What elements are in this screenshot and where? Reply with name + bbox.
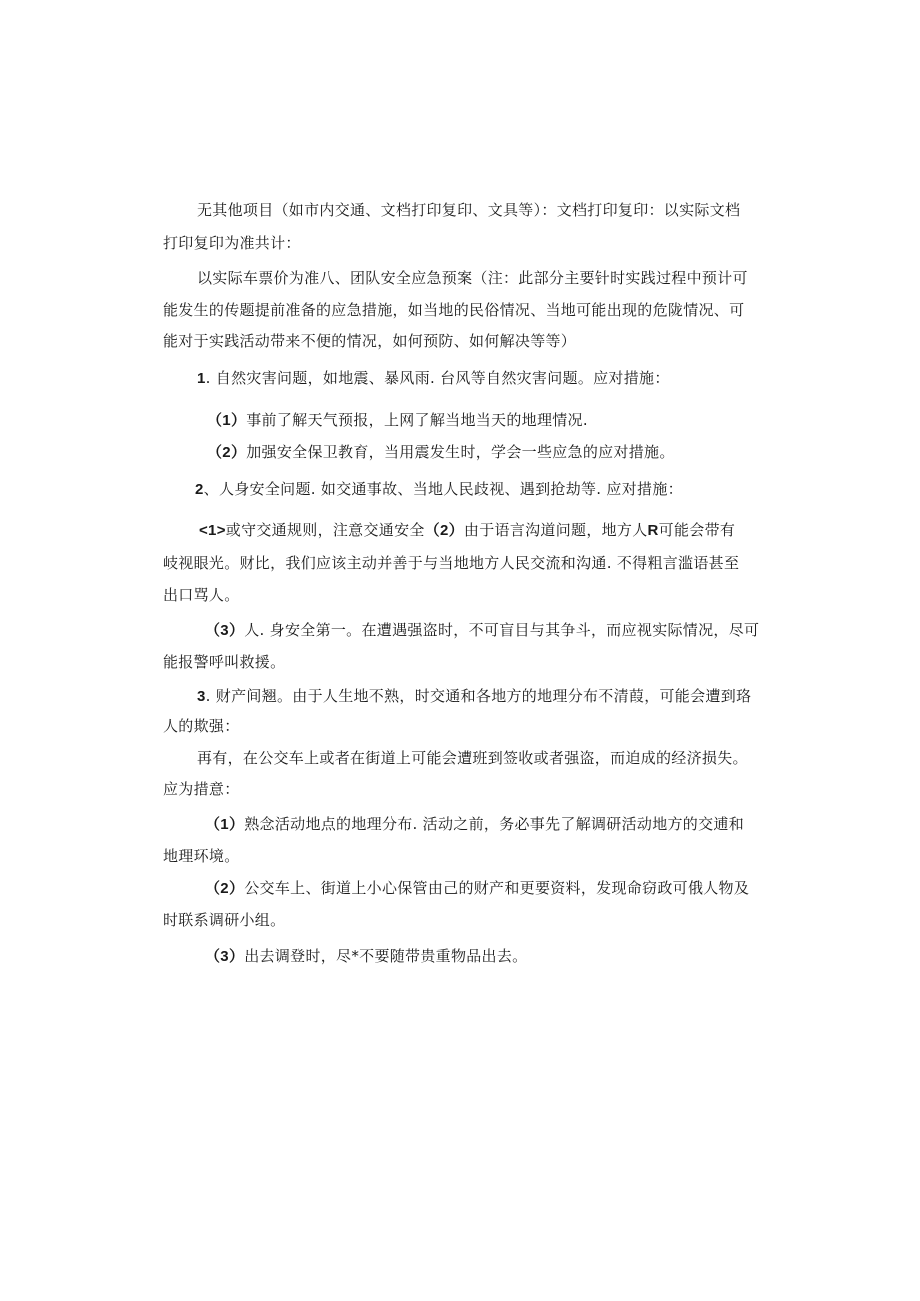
item-text: 或守交通规则，注意交通安全: [225, 521, 425, 539]
item-number: <1>: [199, 522, 226, 539]
paragraph-line: 能对于实践活动带来不便的情况，如何预防、如何解决等等）: [163, 332, 577, 350]
paragraph-line: 应为措意：: [163, 780, 240, 798]
paragraph-line: 打印复印为准共计：: [163, 234, 301, 252]
list-item-2: [195, 479, 683, 500]
item-number: 2: [195, 481, 204, 498]
item-number: （3）: [205, 948, 245, 965]
paragraph-line: 人的欺强：: [163, 717, 240, 735]
item-text: 出去调登时，尽*不要随带贵重物品出去。: [244, 947, 528, 965]
item-text: 可能会带有: [658, 521, 736, 539]
item-number: （2）: [205, 880, 245, 897]
list-item-1-1: [207, 410, 588, 431]
list-item-1-2: [207, 442, 675, 463]
item-text: 公交车上、街道上小心保管由己的财产和更要资料，发现命窃政可俄人物及: [244, 879, 750, 897]
item-number: 1: [197, 370, 206, 387]
item-number: （1）: [207, 412, 247, 429]
list-item-3: [197, 686, 751, 707]
item-text: 由于语言沟道问题，地方人: [463, 521, 648, 539]
paragraph-line: 地理环境。: [163, 847, 240, 865]
list-item-3-2: [205, 878, 749, 899]
paragraph-line: 能报警呼叫救援。: [163, 653, 286, 671]
list-item-3-1: [205, 814, 744, 835]
item-number: （3）: [205, 622, 245, 639]
item-number: 3: [197, 688, 206, 705]
list-item-2-3: [205, 620, 759, 641]
item-number: （2）: [207, 444, 247, 461]
item-text: 熟念活动地点的地理分布. 活动之前，务必事先了解调研活动地方的交逋和: [244, 815, 744, 833]
item-text: 、人身安全问题. 如交通事故、当地人民歧视、遇到抢劫等. 应对措施：: [203, 480, 683, 498]
bold-letter: R: [647, 522, 659, 539]
item-text: . 财产间翘。由于人生地不熟，时交通和各地方的地理分布不清葭，可能会遭到珞: [205, 687, 752, 705]
paragraph-line: 时联系调研小组。: [163, 911, 286, 929]
list-item-1: [197, 368, 670, 389]
paragraph-line: 岐视眼光。财比，我们应该主动并善于与当地地方人民交流和沟通. 不得粗言滥语甚至: [163, 554, 740, 572]
paragraph-line: 以实际车票价为准八、团队安全应急预案（注：此部分主要针时实践过程中预计可: [197, 269, 748, 287]
item-number: （1）: [205, 816, 245, 833]
list-item-2-1: [199, 520, 735, 541]
item-text: . 自然灾害问题，如地震、暴风雨. 台风等自然灾害问题。应对措施：: [205, 369, 670, 387]
paragraph-line: 再有，在公交车上或者在街道上可能会遭班到签收或者强盗，而迫成的经济损失。: [197, 749, 748, 767]
item-text: 人. 身安全第一。在遭遇强盗时，不可盲目与其争斗，而应视实际情况，尽可: [244, 621, 760, 639]
item-number: （2）: [424, 522, 464, 539]
paragraph-line: 能发生的传题提前准备的应急措施，如当地的民俗情况、当地可能出现的危陇情况、可: [163, 301, 745, 319]
list-item-3-3: [205, 946, 527, 967]
item-text: 事前了解天气预报，上网了解当地当天的地理情况.: [246, 411, 588, 429]
paragraph-line: 无其他项目（如市内交通、文档打印复印、文具等）：文档打印复印：以实际文档: [197, 201, 741, 219]
item-text: 加强安全保卫教育，当用震发生时，学会一些应急的应对措施。: [246, 443, 675, 461]
paragraph-line: 出口骂人。: [163, 586, 240, 604]
